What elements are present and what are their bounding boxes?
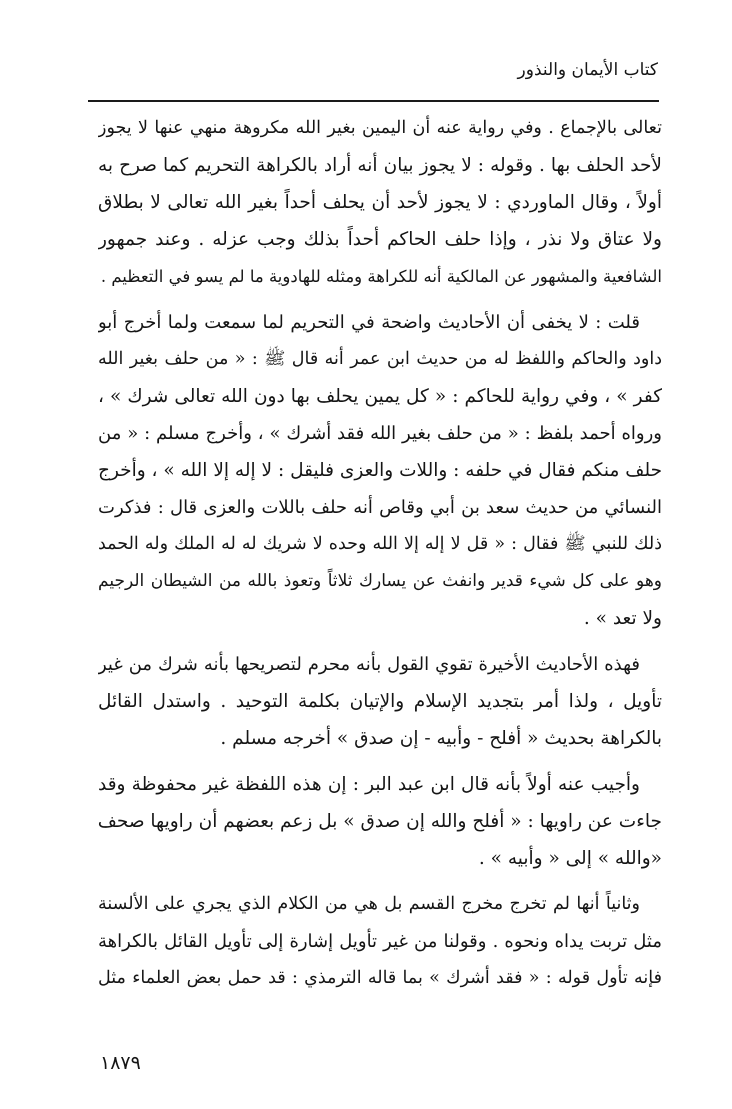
text-line: وأجيب عنه أولاً بأنه قال ابن عبد البر : إن هذه اللفظة غير محفوظة وقد [98,774,640,795]
text-line: ورواه أحمد بلفظ : « من حلف بغير الله فقد أشرك » ، وأخرج مسلم : « من [98,423,662,444]
text-line: فإنه تأول قوله : « فقد أشرك » بما قاله الترمذي : قد حمل بعض العلماء مثل [98,968,662,988]
main-text [98,110,662,997]
header-rule [88,100,659,102]
paragraph-4 [98,766,662,877]
paragraph-5 [98,886,662,997]
text-line: لأحد الحلف بها . وقوله : لا يجوز بيان أنه أراد بالكراهة التحريم كما صرح به [98,155,662,176]
text-line: النسائي من حديث سعد بن أبي وقاص أنه حلف باللات والعزى قال : فذكرت [98,497,662,518]
text-line: جاءت عن راويها : « أفلح والله إن صدق » بل زعم بعضهم أن راويها صحف [98,811,662,832]
text-line: ولا تعد » . [583,608,662,629]
text-line: وهو على كل شيء قدير وانفث عن يسارك ثلاثاً وتعوذ بالله من الشيطان الرجيم [98,571,662,591]
paragraph-3 [98,646,662,757]
text-line: تعالى بالإجماع . وفي رواية عنه أن اليمين بغير الله مكروهة منهي عنها لا يجوز [98,118,662,138]
running-title: كتاب الأيمان والنذور [517,60,658,80]
page-number: ١٨٧٩ [100,1052,141,1074]
text-line: ذلك للنبي ﷺ فقال : « قل لا إله إلا الله وحده لا شريك له له الملك وله الحمد [98,534,662,554]
text-line: ولا عتاق ولا نذر ، وإذا حلف الحاكم أحداً بذلك وجب عزله . وعند جمهور [98,229,662,250]
text-line: الشافعية والمشهور عن المالكية أنه للكراهة ومثله للهادوية ما لم يسو في التعظيم . [100,267,662,286]
text-line: كفر » ، وفي رواية للحاكم : « كل يمين يحلف بها دون الله تعالى شرك » ، [98,386,662,407]
text-line: داود والحاكم واللفظ له من حديث ابن عمر أنه قال ﷺ : « من حلف بغير الله [98,349,662,369]
paragraph-2 [98,304,662,637]
text-line: «والله » إلى « وأبيه » . [478,848,662,869]
text-line: وثانياً أنها لم تخرج مخرج القسم بل هي من الكلام الذي يجري على الألسنة [98,894,640,914]
text-line: حلف منكم فقال في حلفه : واللات والعزى فليقل : لا إله إلا الله » ، وأخرج [98,460,662,481]
text-line: تأويل ، ولذا أمر بتجديد الإسلام والإتيان بكلمة التوحيد . واستدل القائل [98,691,662,712]
text-line: قلت : لا يخفى أن الأحاديث واضحة في التحريم لما سمعت ولما أخرج أبو [98,312,640,333]
text-line: فهذه الأحاديث الأخيرة تقوي القول بأنه محرم لتصريحها بأنه شرك من غير [98,654,640,675]
text-line: بالكراهة بحديث « أفلح - وأبيه - إن صدق » أخرجه مسلم . [220,728,662,749]
paragraph-1 [98,110,662,295]
text-line: أولاً ، وقال الماوردي : لا يجوز لأحد أن يحلف أحداً بغير الله تعالى لا بطلاق [98,192,662,213]
text-line: مثل تربت يداه ونحوه . وقولنا من غير تأويل إشارة إلى تأويل القائل بالكراهة [98,931,662,952]
